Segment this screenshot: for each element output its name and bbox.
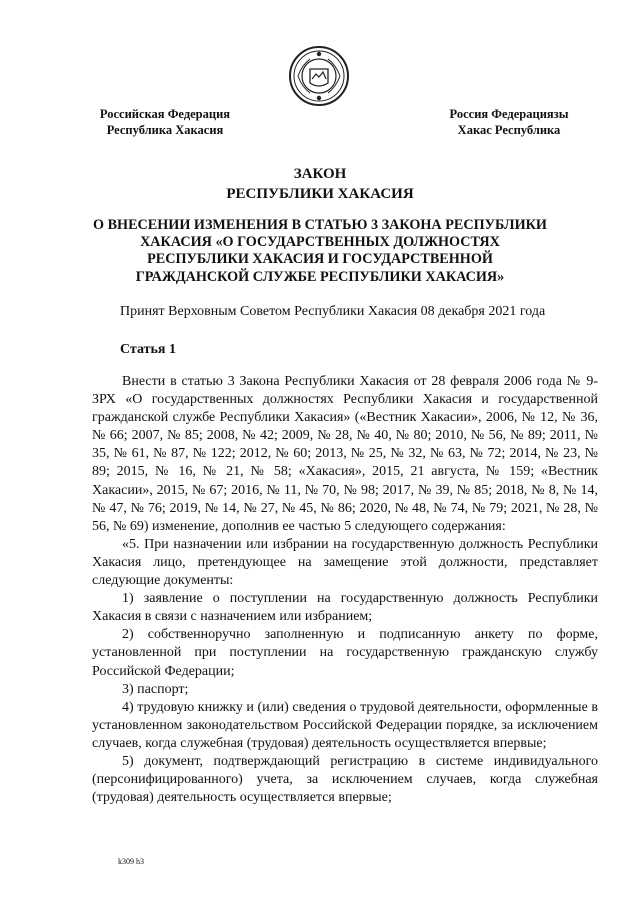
header-left: [90, 106, 240, 138]
law-issuer: РЕСПУБЛИКИ ХАКАСИЯ: [226, 186, 414, 202]
coat-of-arms-icon: [288, 45, 350, 107]
header-right: [434, 106, 584, 138]
adoption-line: Принят Верховным Советом Республики Хакасия 08 декабря 2021 года: [120, 304, 546, 319]
law-title: ЗАКОН: [293, 166, 347, 182]
paragraph: 2) собственноручно заполненную и подписанную анкету по форме, установленной при поступлении на государственную гражданскую службу Российской Федерации;: [92, 627, 598, 679]
paragraph: 1) заявление о поступлении на государственную должность Республики Хакасия в связи с назначением или избранием;: [92, 591, 598, 625]
country-name-ru: Российская Федерация: [99, 107, 231, 121]
footer-code: k309 h3: [118, 857, 144, 866]
paragraph: 3) паспорт;: [122, 681, 189, 697]
paragraph: 5) документ, подтверждающий регистрацию в системе индивидуального (персонифицированного) учета, за исключением случаев, когда служебная (трудовая) деятельность осуществляется впервые;: [92, 753, 598, 806]
article-heading: Статья 1: [120, 342, 176, 357]
article-body: [92, 373, 598, 807]
paragraph: «5. При назначении или избрании на государственную должность Республики Хакасия лицо, претендующее на замещение этой должности, представляет следующие документы:: [92, 536, 598, 589]
law-subject: О ВНЕСЕНИИ ИЗМЕНЕНИЯ В СТАТЬЮ 3 ЗАКОНА РЕСПУБЛИКИ ХАКАСИЯ «О ГОСУДАРСТВЕННЫХ ДОЛЖНОСТЯХ РЕСПУБЛИКИ ХАКАСИЯ И ГОСУДАРСТВЕННОЙ ГРАЖДАНСКОЙ СЛУЖБЕ РЕСПУБЛИКИ ХАКАСИЯ»: [93, 217, 547, 285]
republic-name-ru: Республика Хакасия: [106, 123, 224, 137]
republic-name-kjh: Хакас Республика: [457, 123, 561, 137]
paragraph: Внести в статью 3 Закона Республики Хакасия от 28 февраля 2006 года № 9-ЗРХ «О государственных должностях Республики Хакасия и государственной гражданской службе Республики Хакасия» («Вестник Хакасии», 2006, № 12, № 36, № 66; 2007, № 85; 2008, № 42; 2009, № 28, № 40, № 80; 2010, № 56, № 89; 2011, № 35, № 61, № 87, № 122; 2012, № 60; 2013, № 25, № 32, № 63, № 72; 2014, № 23, № 89; 2015, № 16, № 21, № 58; «Хакасия», 2015, 21 августа, № 159; «Вестник Хакасии», 2015, № 67; 2016, № 11, № 70, № 98; 2017, № 39, № 85; 2018, № 8, № 14, № 47, № 76; 2019, № 14, № 27, № 45, № 86; 2020, № 48, № 74, № 79; 2021, № 28, № 56, № 69) изменение, дополнив ее частью 5 следующего содержания:: [92, 374, 598, 534]
paragraph: 4) трудовую книжку и (или) сведения о трудовой деятельности, оформленные в установленном законодательством Российской Федерации порядке, за исключением случаев, когда служебная (трудовая) деятельность осуществляется впервые;: [92, 699, 598, 751]
country-name-kjh: Россия Федерациязы: [449, 107, 569, 121]
